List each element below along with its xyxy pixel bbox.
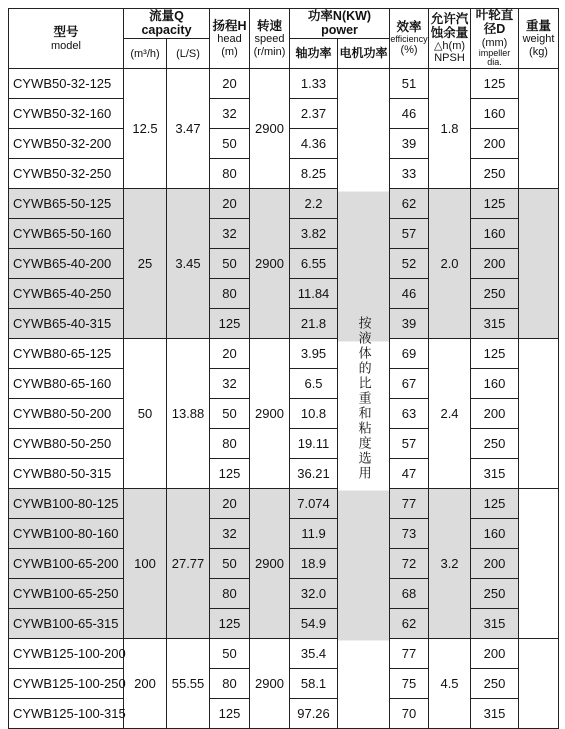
capacity-ls-header: (L/S) — [167, 39, 210, 69]
model-cell: CYWB65-40-200 — [9, 249, 124, 279]
efficiency-cell: 57 — [390, 219, 429, 249]
weight-cell — [519, 489, 559, 639]
pump-spec-table — [8, 8, 559, 729]
model-cell: CYWB50-32-125 — [9, 69, 124, 99]
model-cell: CYWB80-65-125 — [9, 339, 124, 369]
head-cell: 20 — [210, 69, 250, 99]
efficiency-cell: 39 — [390, 309, 429, 339]
model-cell: CYWB125-100-200 — [9, 639, 124, 669]
shaft-power-cell: 3.82 — [290, 219, 338, 249]
efficiency-cell: 67 — [390, 369, 429, 399]
impeller-cell: 250 — [471, 669, 519, 699]
table-row — [9, 189, 559, 219]
capacity-ls-cell: 55.55 — [167, 639, 210, 729]
capacity-ls-cell: 27.77 — [167, 489, 210, 639]
model-cell: CYWB50-32-160 — [9, 99, 124, 129]
efficiency-cell: 47 — [390, 459, 429, 489]
efficiency-cell: 46 — [390, 99, 429, 129]
impeller-cell: 250 — [471, 429, 519, 459]
shaft-power-cell: 19.11 — [290, 429, 338, 459]
capacity-m3h-cell: 25 — [124, 189, 167, 339]
capacity-m3h-cell: 100 — [124, 489, 167, 639]
speed-cell: 2900 — [250, 189, 290, 339]
shaft-power-cell: 32.0 — [290, 579, 338, 609]
npsh-cell: 2.4 — [429, 339, 471, 489]
model-cell: CYWB80-50-200 — [9, 399, 124, 429]
capacity-m3h-cell: 50 — [124, 339, 167, 489]
model-cell: CYWB125-100-250 — [9, 669, 124, 699]
efficiency-cell: 51 — [390, 69, 429, 99]
head-cell: 20 — [210, 489, 250, 519]
model-cell: CYWB65-40-315 — [9, 309, 124, 339]
shaft-power-cell: 10.8 — [290, 399, 338, 429]
head-cell: 32 — [210, 99, 250, 129]
impeller-cell: 200 — [471, 549, 519, 579]
weight-cell — [519, 189, 559, 339]
table-row — [9, 639, 559, 669]
shaft-power-cell: 1.33 — [290, 69, 338, 99]
efficiency-cell: 63 — [390, 399, 429, 429]
speed-header: 转速 speed (r/min) — [250, 9, 290, 69]
shaft-power-cell: 6.5 — [290, 369, 338, 399]
table-row — [9, 339, 559, 369]
impeller-cell: 250 — [471, 159, 519, 189]
model-cell: CYWB80-50-250 — [9, 429, 124, 459]
model-cell: CYWB65-40-250 — [9, 279, 124, 309]
impeller-cell: 160 — [471, 99, 519, 129]
table-row — [9, 489, 559, 519]
model-header: 型号 model — [9, 9, 124, 69]
speed-cell: 2900 — [250, 639, 290, 729]
head-cell: 80 — [210, 579, 250, 609]
head-cell: 32 — [210, 219, 250, 249]
table-row — [9, 69, 559, 99]
impeller-cell: 315 — [471, 459, 519, 489]
header-row-1 — [9, 9, 559, 39]
head-cell: 50 — [210, 249, 250, 279]
capacity-m3h-header: (m³/h) — [124, 39, 167, 69]
capacity-header: 流量Q capacity — [124, 9, 210, 39]
head-cell: 80 — [210, 159, 250, 189]
impeller-cell: 160 — [471, 369, 519, 399]
impeller-cell: 160 — [471, 519, 519, 549]
efficiency-cell: 62 — [390, 609, 429, 639]
model-cell: CYWB100-65-200 — [9, 549, 124, 579]
table-header — [9, 9, 559, 69]
head-cell: 20 — [210, 339, 250, 369]
model-cell: CYWB50-32-200 — [9, 129, 124, 159]
shaft-power-cell: 58.1 — [290, 669, 338, 699]
table-body — [9, 69, 559, 729]
impeller-cell: 250 — [471, 279, 519, 309]
impeller-cell: 125 — [471, 339, 519, 369]
shaft-power-cell: 2.37 — [290, 99, 338, 129]
shaft-power-cell: 36.21 — [290, 459, 338, 489]
head-cell: 80 — [210, 429, 250, 459]
model-cell: CYWB50-32-250 — [9, 159, 124, 189]
head-cell: 80 — [210, 669, 250, 699]
impeller-header: 叶轮直 径D (mm) impeller dia. — [471, 9, 519, 69]
impeller-cell: 250 — [471, 579, 519, 609]
shaft-power-header: 轴功率 — [290, 39, 338, 69]
efficiency-cell: 57 — [390, 429, 429, 459]
shaft-power-cell: 18.9 — [290, 549, 338, 579]
efficiency-cell: 72 — [390, 549, 429, 579]
efficiency-header: 效率 efficiency (%) — [390, 9, 429, 69]
efficiency-cell: 75 — [390, 669, 429, 699]
head-cell: 20 — [210, 189, 250, 219]
shaft-power-cell: 97.26 — [290, 699, 338, 729]
efficiency-cell: 52 — [390, 249, 429, 279]
shaft-power-cell: 11.9 — [290, 519, 338, 549]
efficiency-cell: 62 — [390, 189, 429, 219]
model-cell: CYWB100-80-125 — [9, 489, 124, 519]
head-cell: 50 — [210, 639, 250, 669]
model-cell: CYWB125-100-315 — [9, 699, 124, 729]
impeller-cell: 125 — [471, 189, 519, 219]
weight-cell — [519, 639, 559, 729]
model-cell: CYWB65-50-125 — [9, 189, 124, 219]
impeller-cell: 315 — [471, 309, 519, 339]
speed-cell: 2900 — [250, 69, 290, 189]
efficiency-cell: 70 — [390, 699, 429, 729]
npsh-cell: 2.0 — [429, 189, 471, 339]
model-cell: CYWB80-65-160 — [9, 369, 124, 399]
efficiency-cell: 77 — [390, 639, 429, 669]
impeller-cell: 315 — [471, 609, 519, 639]
shaft-power-cell: 4.36 — [290, 129, 338, 159]
capacity-ls-cell: 3.45 — [167, 189, 210, 339]
head-cell: 50 — [210, 399, 250, 429]
shaft-power-cell: 35.4 — [290, 639, 338, 669]
efficiency-cell: 73 — [390, 519, 429, 549]
npsh-header: 允许汽 蚀余量 △h(m) NPSH — [429, 9, 471, 69]
impeller-cell: 125 — [471, 69, 519, 99]
model-cell: CYWB65-50-160 — [9, 219, 124, 249]
head-cell: 125 — [210, 459, 250, 489]
shaft-power-cell: 2.2 — [290, 189, 338, 219]
capacity-m3h-cell: 200 — [124, 639, 167, 729]
shaft-power-cell: 54.9 — [290, 609, 338, 639]
motor-power-note-cell — [338, 69, 390, 729]
head-header: 扬程H head (m) — [210, 9, 250, 69]
motor-power-header: 电机功率 — [338, 39, 390, 69]
head-cell: 32 — [210, 519, 250, 549]
weight-cell — [519, 69, 559, 189]
head-cell: 32 — [210, 369, 250, 399]
head-cell: 125 — [210, 309, 250, 339]
impeller-cell: 315 — [471, 699, 519, 729]
capacity-ls-cell: 3.47 — [167, 69, 210, 189]
shaft-power-cell: 6.55 — [290, 249, 338, 279]
impeller-cell: 200 — [471, 249, 519, 279]
model-cell: CYWB100-80-160 — [9, 519, 124, 549]
efficiency-cell: 46 — [390, 279, 429, 309]
capacity-ls-cell: 13.88 — [167, 339, 210, 489]
shaft-power-cell: 8.25 — [290, 159, 338, 189]
motor-power-note: 按液体的比重和粘度选用 — [356, 316, 372, 482]
weight-header: 重量 weight (kg) — [519, 9, 559, 69]
npsh-cell: 1.8 — [429, 69, 471, 189]
shaft-power-cell: 7.074 — [290, 489, 338, 519]
impeller-cell: 200 — [471, 129, 519, 159]
head-cell: 50 — [210, 129, 250, 159]
efficiency-cell: 69 — [390, 339, 429, 369]
impeller-cell: 125 — [471, 489, 519, 519]
shaft-power-cell: 11.84 — [290, 279, 338, 309]
speed-cell: 2900 — [250, 489, 290, 639]
head-cell: 125 — [210, 609, 250, 639]
shaft-power-cell: 3.95 — [290, 339, 338, 369]
npsh-cell: 3.2 — [429, 489, 471, 639]
impeller-cell: 160 — [471, 219, 519, 249]
head-cell: 80 — [210, 279, 250, 309]
head-cell: 50 — [210, 549, 250, 579]
impeller-cell: 200 — [471, 399, 519, 429]
efficiency-cell: 39 — [390, 129, 429, 159]
model-cell: CYWB100-65-250 — [9, 579, 124, 609]
model-cell: CYWB80-50-315 — [9, 459, 124, 489]
shaft-power-cell: 21.8 — [290, 309, 338, 339]
efficiency-cell: 77 — [390, 489, 429, 519]
speed-cell: 2900 — [250, 339, 290, 489]
power-header: 功率N(KW) power — [290, 9, 390, 39]
model-cell: CYWB100-65-315 — [9, 609, 124, 639]
efficiency-cell: 68 — [390, 579, 429, 609]
efficiency-cell: 33 — [390, 159, 429, 189]
head-cell: 125 — [210, 699, 250, 729]
capacity-m3h-cell: 12.5 — [124, 69, 167, 189]
impeller-cell: 200 — [471, 639, 519, 669]
npsh-cell: 4.5 — [429, 639, 471, 729]
weight-cell — [519, 339, 559, 489]
